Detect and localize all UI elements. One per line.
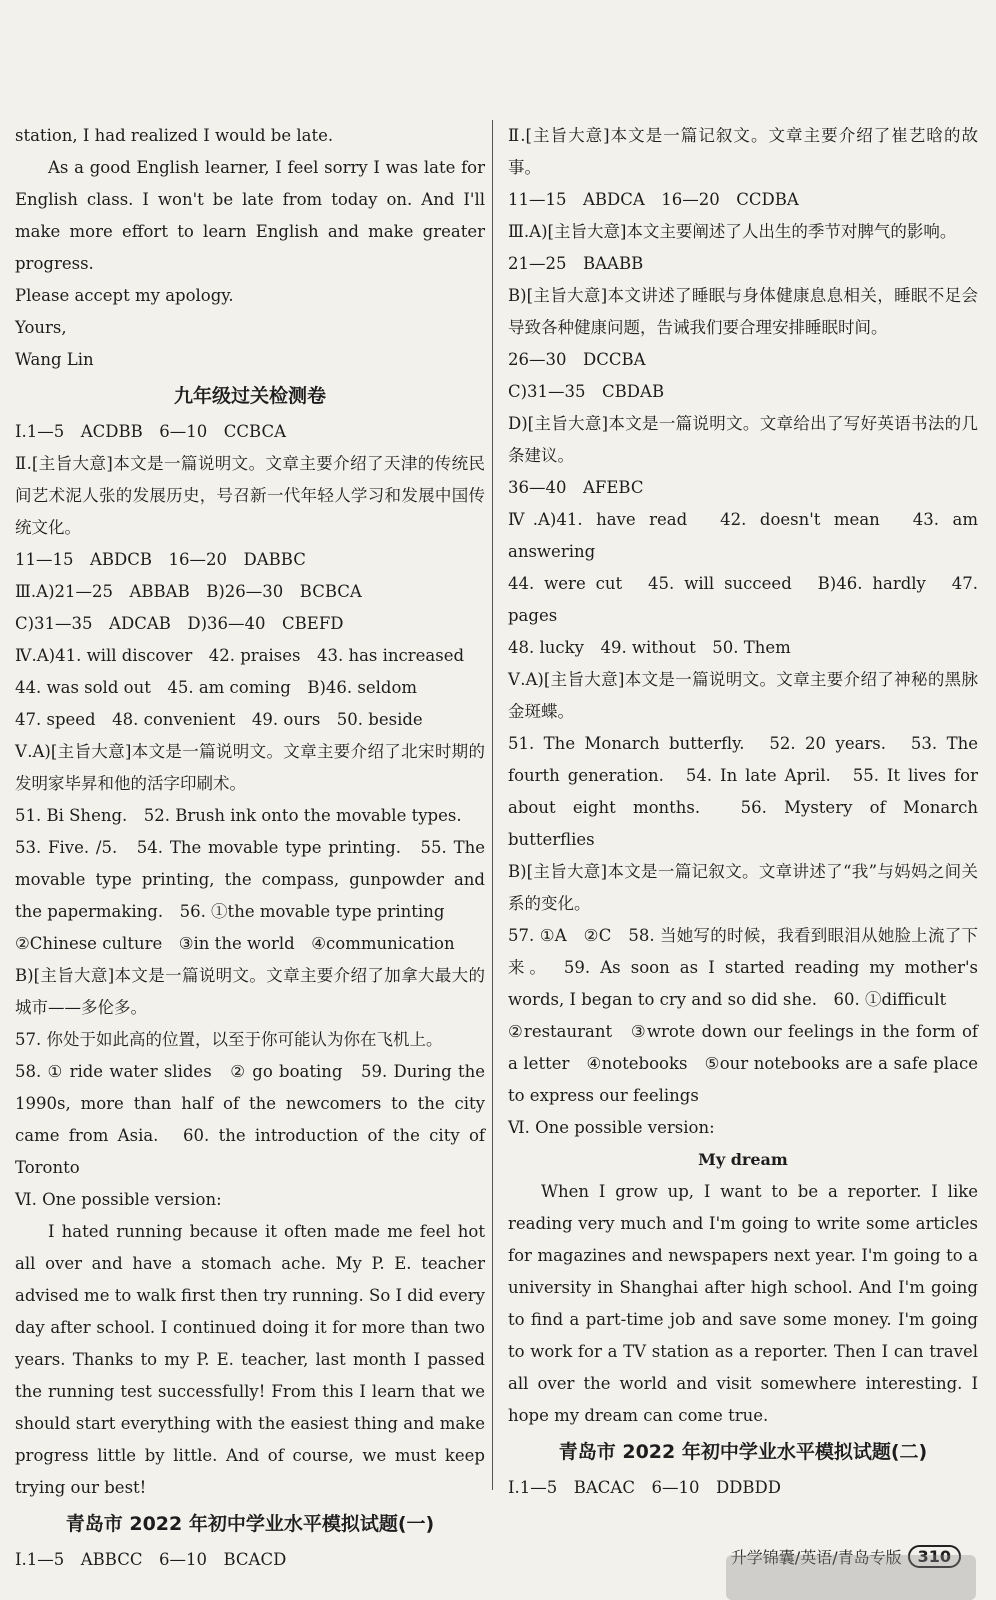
summary-paragraph: B)[主旨大意]本文是一篇说明文。文章主要介绍了加拿大最大的城市——多伦多。: [15, 966, 485, 1017]
answer-line: 48. lucky 49. without 50. Them: [508, 638, 791, 657]
answer-line: 11—15 ABDCB 16—20 DABBC: [15, 550, 306, 569]
answer-line: 57. 你处于如此高的位置，以至于你可能认为你在飞机上。: [15, 1030, 443, 1049]
answer-line: C)31—35 ADCAB D)36—40 CBEFD: [15, 614, 344, 633]
text-line: Please accept my apology.: [15, 286, 234, 305]
answer-paragraph: ②restaurant ③wrote down our feelings in the form of a letter ④notebooks ⑤our notebooks are a safe place to express our feelings: [508, 1022, 978, 1105]
answer-paragraph: 51. The Monarch butterfly. 52. 20 years. 53. The fourth generation. 54. In late April. 55. It lives for about eight months. 56. Mystery of Monarch butterflies: [508, 734, 978, 849]
answer-line: 44. were cut 45. will succeed B)46. hardly 47. pages: [508, 574, 978, 625]
essay-paragraph: When I grow up, I want to be a reporter. I like reading very much and I'm going to write some articles for magazines and newspapers next year. I'm going to a university in Shanghai after high school. And I'm going to find a part-time job and save some money. I'm going to work for a TV station as a reporter. Then I can travel all over the world and visit somewhere interesting. I hope my dream can come true.: [508, 1182, 978, 1425]
answer-line: Ⅵ. One possible version:: [15, 1190, 222, 1209]
watermark-overlay: [726, 1555, 976, 1600]
answer-paragraph: 58. ① ride water slides ② go boating 59. During the 1990s, more than half of the newcomers to the city came from Asia. 60. the introduction of the city of Toronto: [15, 1062, 485, 1177]
text-line: Yours,: [15, 318, 67, 337]
answer-line: Ⅲ.A)21—25 ABBAB B)26—30 BCBCA: [15, 582, 362, 601]
answer-paragraph: 53. Five. /5. 54. The movable type printing. 55. The movable type printing, the compass, gunpowder and the papermaking. 56. ①the movable type printing: [15, 838, 485, 921]
summary-paragraph: B)[主旨大意]本文讲述了睡眠与身体健康息息相关，睡眠不足会导致各种健康问题，告诫我们要合理安排睡眠时间。: [508, 286, 978, 337]
answer-line: Ⅰ.1—5 ABBCC 6—10 BCACD: [15, 1550, 287, 1569]
answer-line: Ⅳ.A)41. will discover 42. praises 43. has increased: [15, 646, 465, 665]
text-line: Wang Lin: [15, 350, 94, 369]
answer-line: 11—15 ABDCA 16—20 CCDBA: [508, 190, 799, 209]
answer-line: 44. was sold out 45. am coming B)46. seldom: [15, 678, 418, 697]
answer-line: Ⅵ. One possible version:: [508, 1118, 715, 1137]
page-number: 310: [908, 1545, 961, 1568]
summary-paragraph: Ⅲ.A)[主旨大意]本文主要阐述了人出生的季节对脾气的影响。: [508, 222, 957, 241]
summary-paragraph: B)[主旨大意]本文是一篇记叙文。文章讲述了“我”与妈妈之间关系的变化。: [508, 862, 978, 913]
left-column: [15, 120, 485, 1576]
essay-paragraph: I hated running because it often made me feel hot all over and have a stomach ache. My P. E. teacher advised me to walk first then try running. So I did every day after school. I continued doing it for more than two years. Thanks to my P. E. teacher, last month I passed the running test successfully! From this I learn that we should start everything with the easiest thing and make progress little by little. And of course, we must keep trying our best!: [15, 1222, 485, 1497]
text-paragraph: As a good English learner, I feel sorry I was late for English class. I won't be late from today on. And I'll make more effort to learn English and make greater progress.: [15, 158, 485, 273]
answer-line: 51. Bi Sheng. 52. Brush ink onto the movable types.: [15, 806, 462, 825]
column-divider: [492, 120, 493, 1490]
footer-label: 升学锦囊/英语/青岛专版: [730, 1548, 902, 1567]
answer-line: 21—25 BAABB: [508, 254, 644, 273]
answer-line: C)31—35 CBDAB: [508, 382, 665, 401]
text-line: station, I had realized I would be late.: [15, 126, 334, 145]
summary-paragraph: Ⅴ.A)[主旨大意]本文是一篇说明文。文章主要介绍了神秘的黑脉金斑蝶。: [508, 670, 978, 721]
answer-line: Ⅰ.1—5 BACAC 6—10 DDBDD: [508, 1478, 781, 1497]
section-title: 九年级过关检测卷: [173, 385, 326, 407]
essay-title: My dream: [698, 1150, 788, 1169]
right-column: [508, 120, 978, 1504]
summary-paragraph: Ⅴ.A)[主旨大意]本文是一篇说明文。文章主要介绍了北宋时期的发明家毕昇和他的活字印刷术。: [15, 742, 485, 793]
answer-paragraph: 57. ①A ②C 58. 当她写的时候，我看到眼泪从她脸上流了下来。 59. As soon as I started reading my mother's words, I began to cry and so did she. 60. ①difficult: [508, 926, 978, 1009]
answer-line: 36—40 AFEBC: [508, 478, 644, 497]
answer-line: Ⅳ.A)41. have read 42. doesn't mean 43. am answering: [508, 510, 978, 561]
section-title: 青岛市 2022 年初中学业水平模拟试题(二): [558, 1441, 928, 1463]
answer-line: ②Chinese culture ③in the world ④communication: [15, 934, 455, 953]
summary-paragraph: Ⅱ.[主旨大意]本文是一篇记叙文。文章主要介绍了崔艺晗的故事。: [508, 126, 978, 177]
answer-line: 26—30 DCCBA: [508, 350, 646, 369]
summary-paragraph: Ⅱ.[主旨大意]本文是一篇说明文。文章主要介绍了天津的传统民间艺术泥人张的发展历史，号召新一代年轻人学习和发展中国传统文化。: [15, 454, 485, 537]
section-title: 青岛市 2022 年初中学业水平模拟试题(一): [65, 1513, 435, 1535]
answer-line: Ⅰ.1—5 ACDBB 6—10 CCBCA: [15, 422, 286, 441]
answer-line: 47. speed 48. convenient 49. ours 50. beside: [15, 710, 423, 729]
summary-paragraph: D)[主旨大意]本文是一篇说明文。文章给出了写好英语书法的几条建议。: [508, 414, 978, 465]
